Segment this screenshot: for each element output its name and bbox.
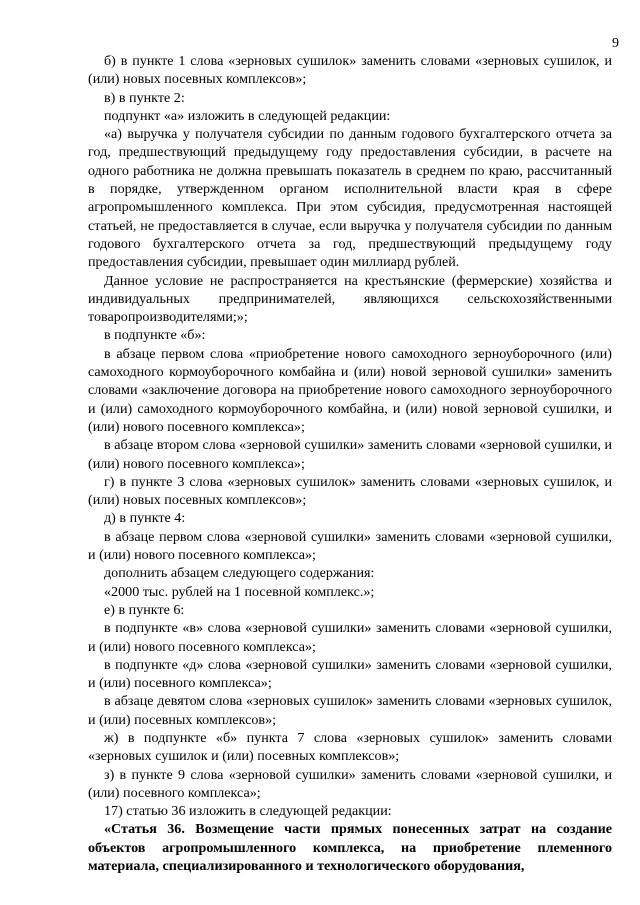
paragraph: 17) статью 36 изложить в следующей редакции:	[104, 803, 392, 820]
paragraph: «Статья 36. Возмещение части прямых понесенных затрат на создание объектов агропромышленного комплекса, на приобретение племенного материала, специализированного и технологического оборудования,	[88, 821, 612, 875]
paragraph: в подпункте «в» слова «зерновой сушилки» заменить словами «зерновой сушилки, и (или) нового посевного комплекса»;	[88, 620, 612, 655]
paragraph: в) в пункте 2:	[104, 89, 185, 106]
paragraph: д) в пункте 4:	[104, 510, 186, 527]
paragraph: в абзаце первом слова «зерновой сушилки» заменить словами «зерновой сушилки, и (или) нового посевного комплекса»;	[88, 528, 612, 564]
paragraph: е) в пункте 6:	[104, 601, 185, 618]
paragraph: подпункт «а» изложить в следующей редакции:	[104, 107, 391, 124]
paragraph: з) в пункте 9 слова «зерновой сушилки» заменить словами «зерновой сушилки, и (или) посевного комплекса»;	[88, 766, 612, 801]
paragraph: ж) в подпункте «б» пункта 7 слова «зерновых сушилок» заменить словами «зерновых сушилок и (или) посевных комплексов»;	[88, 729, 612, 765]
document-body	[88, 52, 612, 875]
paragraph: в абзаце первом слова «приобретение нового самоходного зерноуборочного (или) самоходного кормоуборочного комбайна и (или) новой зерновой сушилки» заменить словами «заключение договора на приобретение нового самоходного зерноуборочного и (или) самоходного кормоуборочного комбайна, и (или) новой зерновой сушилки, и (или) нового посевного комплекса»;	[88, 345, 612, 435]
paragraph: «а) выручка у получателя субсидии по данным годового бухгалтерского отчета за год, предшествующий предыдущему году предоставления субсидии, в расчете на одного работника не должна превышать показатель в среднем по краю, рассчитанный в порядке, утвержденном органом исполнительной власти края в сфере агропромышленного комплекса. При этом субсидия, предусмотренная настоящей статьей, не предоставляется в случае, если выручка у получателя субсидии по данным годового бухгалтерского отчета за год, предшествующий предыдущему году предоставления субсидии, превышает один миллиард рублей.	[88, 126, 612, 271]
paragraph: в подпункте «д» слова «зерновой сушилки» заменить словами «зерновой сушилки, и (или) посевного комплекса»;	[88, 656, 612, 692]
page-number: 9	[612, 36, 619, 51]
paragraph: в абзаце девятом слова «зерновых сушилок» заменить словами «зерновых сушилок, и (или) посевных комплексов»;	[88, 693, 612, 728]
paragraph: Данное условие не распространяется на крестьянские (фермерские) хозяйства и индивидуальных предпринимателей, являющихся сельскохозяйственными товаропроизводителями;»;	[88, 272, 612, 326]
paragraph: б) в пункте 1 слова «зерновых сушилок» заменить словами «зерновых сушилок, и (или) новых посевных комплексов»;	[88, 53, 612, 88]
paragraph: в абзаце втором слова «зерновой сушилки» заменить словами «зерновой сушилки, и (или) нового посевного комплекса»;	[88, 437, 612, 472]
paragraph: в подпункте «б»:	[104, 327, 206, 344]
paragraph: дополнить абзацем следующего содержания:	[104, 565, 375, 582]
paragraph: «2000 тыс. рублей на 1 посевной комплекс.»;	[104, 583, 375, 600]
paragraph: г) в пункте 3 слова «зерновых сушилок» заменить словами «зерновых сушилок, и (или) новых посевных комплексов»;	[88, 473, 612, 509]
